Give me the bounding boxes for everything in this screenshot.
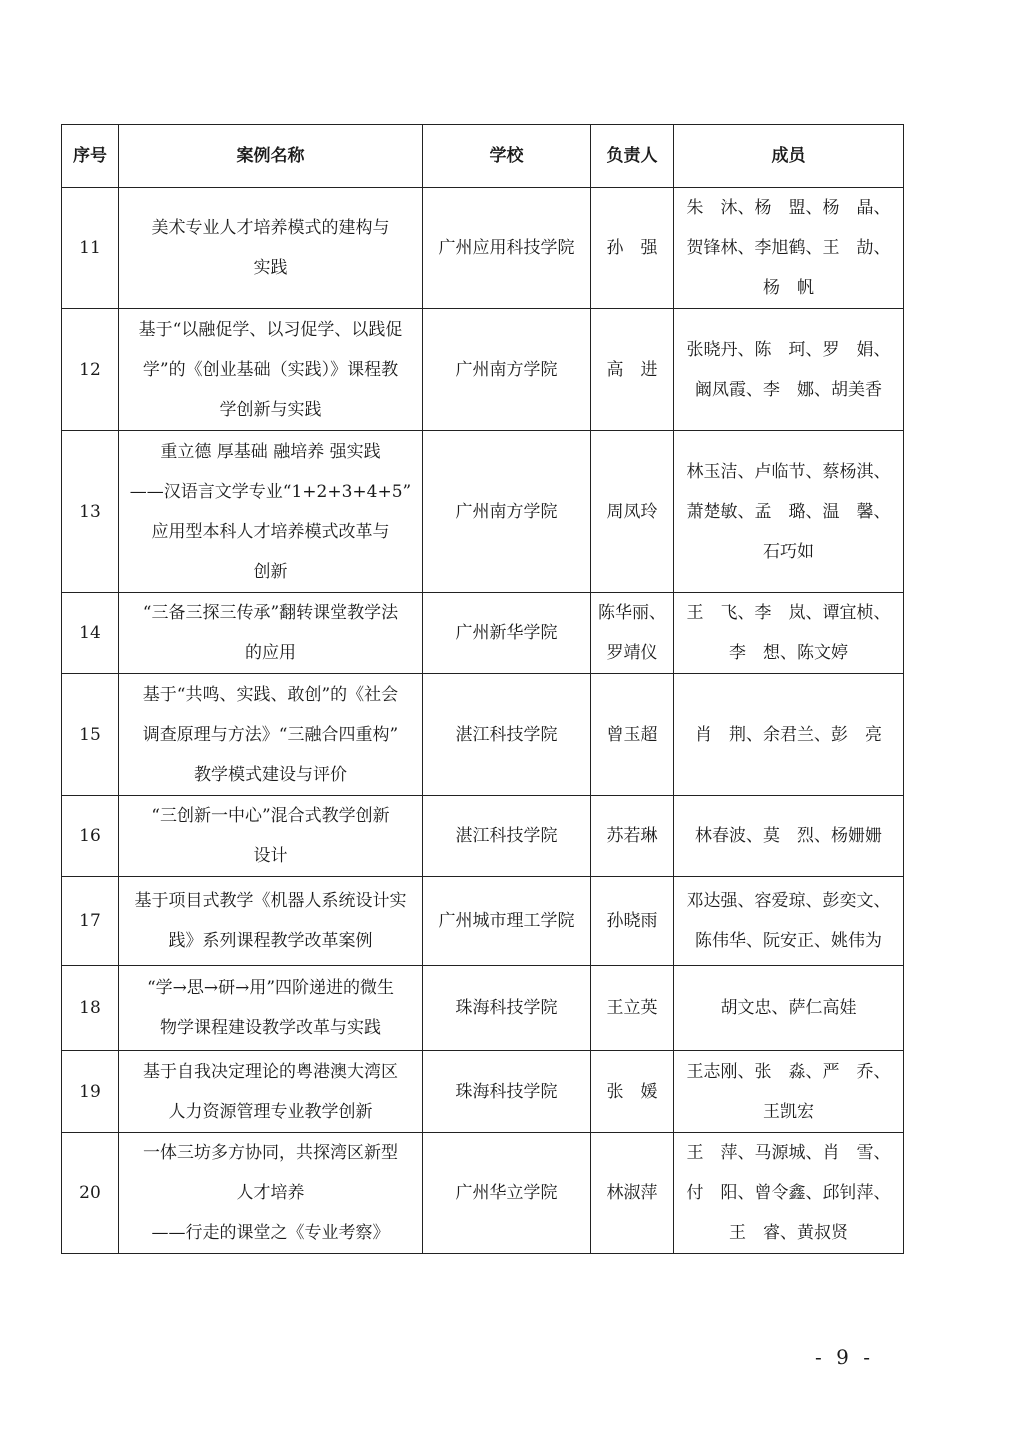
- cell-title: 重立德 厚基础 融培养 强实践 ——汉语言文学专业“1+2+3+4+5” 应用型本科人才培养模式改革与 创新: [119, 431, 423, 593]
- cell-school: 湛江科技学院: [423, 796, 591, 877]
- cell-school: 珠海科技学院: [423, 966, 591, 1051]
- cell-members: 朱 沐、杨 盟、杨 晶、 贺锋林、李旭鹤、王 劼、 杨 帆: [674, 188, 904, 309]
- cell-index: 18: [62, 966, 119, 1051]
- cell-lead: 周凤玲: [591, 431, 674, 593]
- cell-lead: 高 进: [591, 309, 674, 431]
- table-row: [62, 966, 904, 1051]
- header-school: 学校: [423, 125, 591, 188]
- cell-members: 林春波、莫 烈、杨姗姗: [674, 796, 904, 877]
- table-row: [62, 1133, 904, 1254]
- cell-title: 基于项目式教学《机器人系统设计实 践》系列课程教学改革案例: [119, 877, 423, 966]
- table-header-row: [62, 125, 904, 188]
- cell-lead: 林淑萍: [591, 1133, 674, 1254]
- table-row: [62, 674, 904, 796]
- cell-index: 12: [62, 309, 119, 431]
- cell-school: 珠海科技学院: [423, 1051, 591, 1133]
- table-row: [62, 593, 904, 674]
- cell-index: 16: [62, 796, 119, 877]
- cell-title: “三创新一中心”混合式教学创新 设计: [119, 796, 423, 877]
- cell-school: 广州城市理工学院: [423, 877, 591, 966]
- cell-members: 王 飞、李 岚、谭宜桢、 李 想、陈文婷: [674, 593, 904, 674]
- cell-lead: 孙 强: [591, 188, 674, 309]
- cell-members: 林玉洁、卢临节、蔡杨淇、 萧楚敏、孟 璐、温 馨、 石巧如: [674, 431, 904, 593]
- cell-school: 广州南方学院: [423, 431, 591, 593]
- cell-index: 13: [62, 431, 119, 593]
- cell-title: 基于自我决定理论的粤港澳大湾区 人力资源管理专业教学创新: [119, 1051, 423, 1133]
- table-row: [62, 1051, 904, 1133]
- page-number: - 9 -: [815, 1345, 874, 1369]
- cell-title: 基于“共鸣、实践、敢创”的《社会 调查原理与方法》“三融合四重构” 教学模式建设与评价: [119, 674, 423, 796]
- cell-members: 王志刚、张 淼、严 乔、 王凯宏: [674, 1051, 904, 1133]
- cell-lead: 孙晓雨: [591, 877, 674, 966]
- cell-members: 王 萍、马源城、肖 雪、 付 阳、曾令鑫、邱钊萍、 王 睿、黄叔贤: [674, 1133, 904, 1254]
- cell-index: 19: [62, 1051, 119, 1133]
- cell-members: 肖 荆、余君兰、彭 亮: [674, 674, 904, 796]
- cell-school: 广州华立学院: [423, 1133, 591, 1254]
- table-row: [62, 309, 904, 431]
- cell-index: 20: [62, 1133, 119, 1254]
- table-row: [62, 877, 904, 966]
- header-lead: 负责人: [591, 125, 674, 188]
- cell-members: 张晓丹、陈 珂、罗 娟、 阚凤霞、李 娜、胡美香: [674, 309, 904, 431]
- case-table: [61, 124, 904, 1254]
- header-members: 成员: [674, 125, 904, 188]
- cell-title: 一体三坊多方协同，共探湾区新型 人才培养 ——行走的课堂之《专业考察》: [119, 1133, 423, 1254]
- cell-title: “学→思→研→用”四阶递进的微生 物学课程建设教学改革与实践: [119, 966, 423, 1051]
- cell-lead: 张 媛: [591, 1051, 674, 1133]
- cell-title: “三备三探三传承”翻转课堂教学法 的应用: [119, 593, 423, 674]
- cell-members: 胡文忠、萨仁高娃: [674, 966, 904, 1051]
- cell-school: 广州新华学院: [423, 593, 591, 674]
- header-index: 序号: [62, 125, 119, 188]
- cell-index: 15: [62, 674, 119, 796]
- cell-lead: 王立英: [591, 966, 674, 1051]
- cell-title: 基于“以融促学、以习促学、以践促 学”的《创业基础（实践）》课程教 学创新与实践: [119, 309, 423, 431]
- cell-school: 湛江科技学院: [423, 674, 591, 796]
- cell-index: 17: [62, 877, 119, 966]
- table-row: [62, 188, 904, 309]
- cell-index: 14: [62, 593, 119, 674]
- table-row: [62, 431, 904, 593]
- cell-school: 广州南方学院: [423, 309, 591, 431]
- cell-index: 11: [62, 188, 119, 309]
- header-title: 案例名称: [119, 125, 423, 188]
- cell-lead: 苏若琳: [591, 796, 674, 877]
- table-row: [62, 796, 904, 877]
- cell-lead: 曾玉超: [591, 674, 674, 796]
- cell-title: 美术专业人才培养模式的建构与 实践: [119, 188, 423, 309]
- cell-members: 邓达强、容爱琼、彭奕文、 陈伟华、阮安正、姚伟为: [674, 877, 904, 966]
- cell-school: 广州应用科技学院: [423, 188, 591, 309]
- cell-lead: 陈华丽、 罗靖仪: [591, 593, 674, 674]
